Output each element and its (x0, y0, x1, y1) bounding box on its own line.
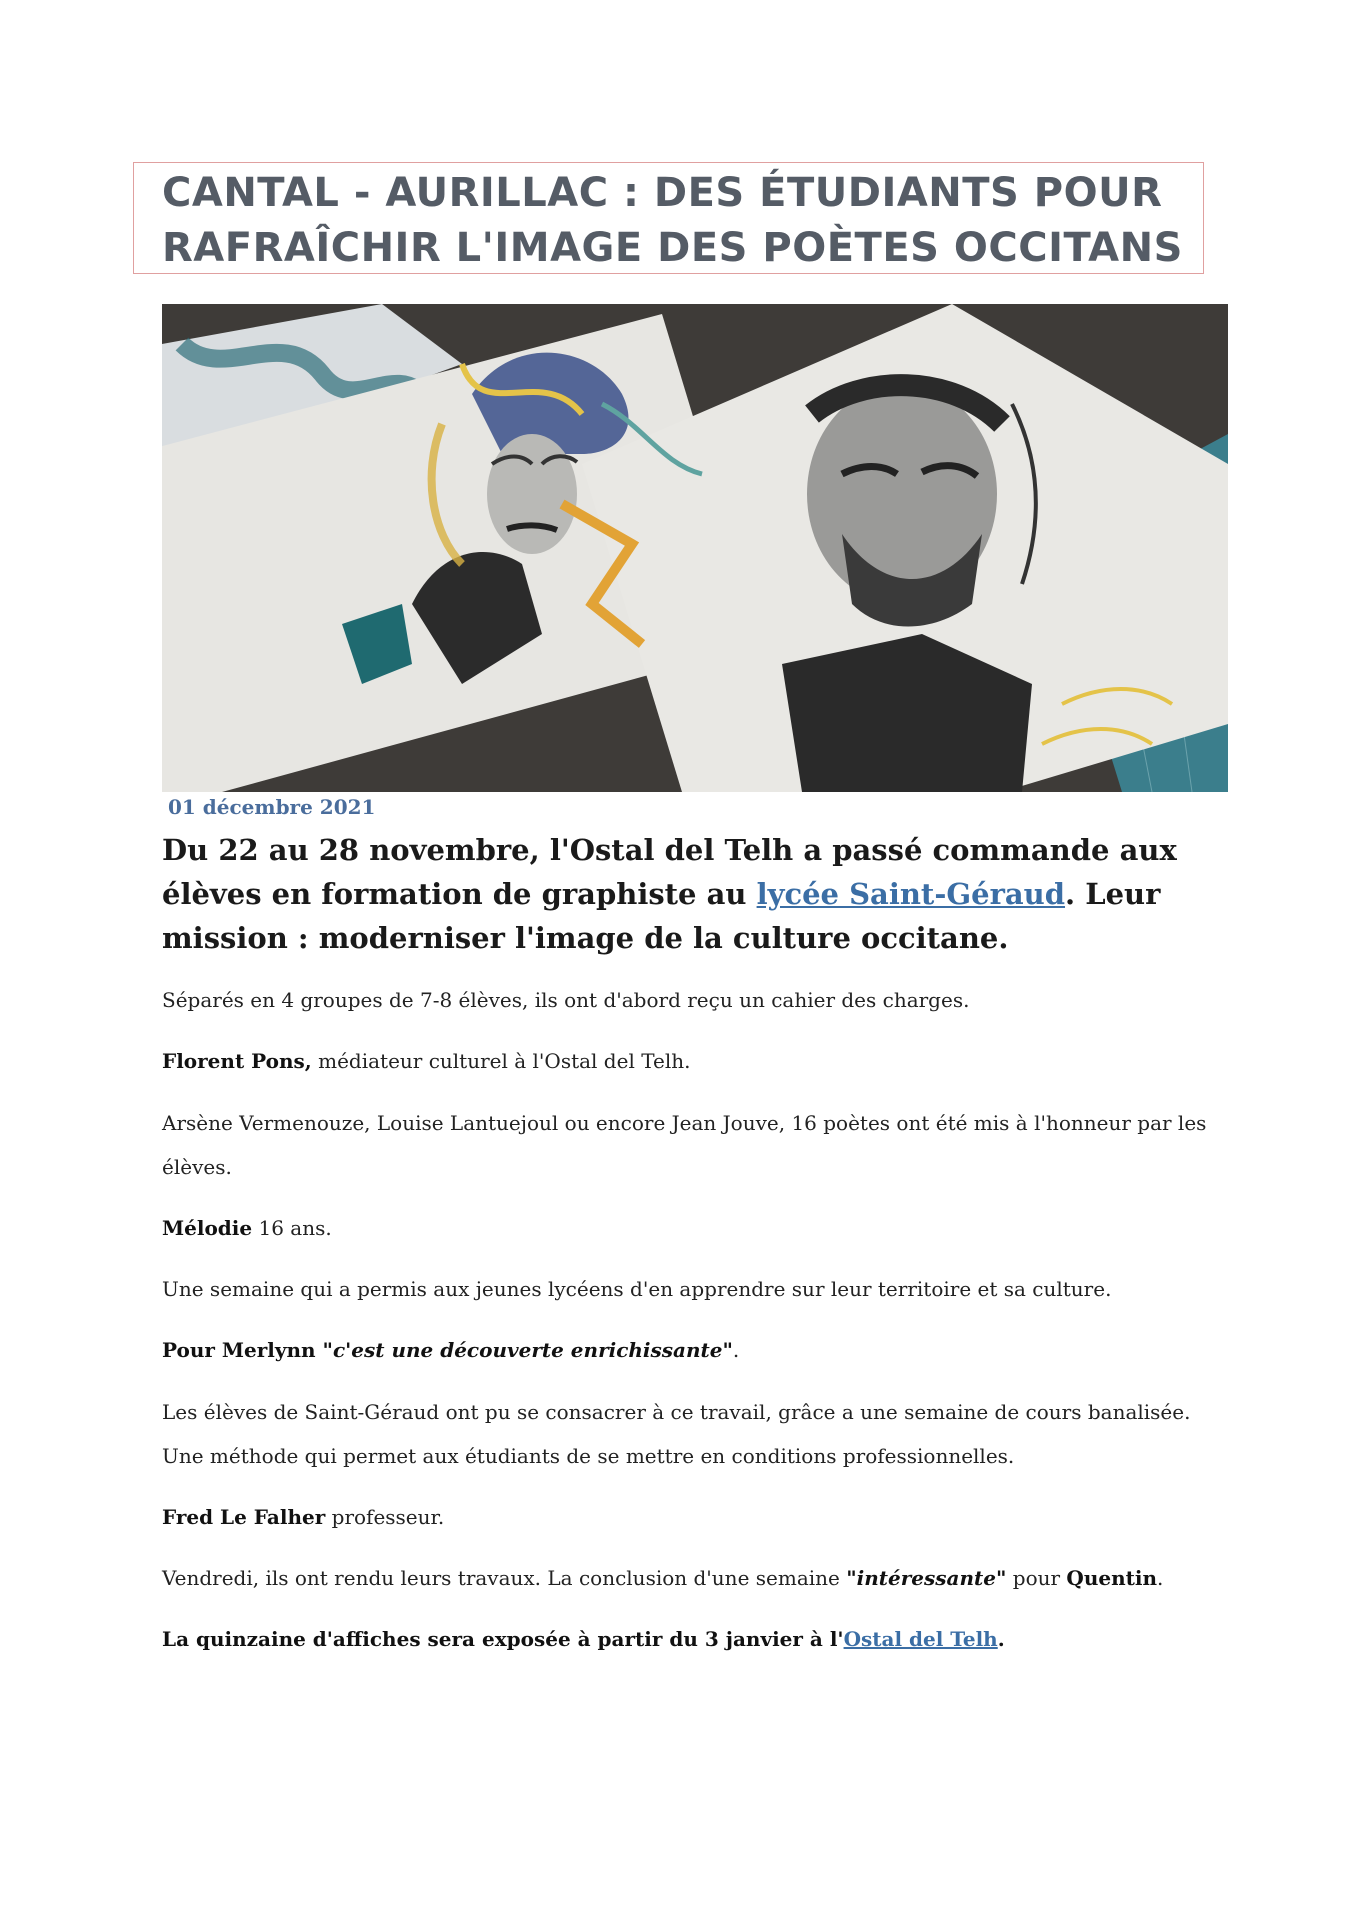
page-title: CANTAL - AURILLAC : DES ÉTUDIANTS POUR RAFRAÎCHIR L'IMAGE DES POÈTES OCCITANS (162, 170, 1183, 271)
punctuation: . (1157, 1566, 1164, 1590)
lead-text-end: . Leur mission : moderniser l'image de la culture occitane. (162, 877, 1161, 955)
speaker-role: médiateur culturel à l'Ostal del Telh. (311, 1049, 691, 1073)
paragraph-fred (162, 1495, 1222, 1539)
article-photo (162, 304, 1228, 792)
speaker-name: Mélodie (162, 1216, 253, 1240)
quote: "c'est une découverte enrichissante" (322, 1338, 733, 1362)
exhibition-text: La quinzaine d'affiches sera exposée à partir du 3 janvier à l' (162, 1627, 844, 1651)
paragraph-groups: Séparés en 4 groupes de 7-8 élèves, ils ont d'abord reçu un cahier des charges. (162, 988, 970, 1012)
paragraph-friday (162, 1556, 1222, 1600)
speaker-name: Florent Pons, (162, 1049, 312, 1073)
friday-text: Vendredi, ils ont rendu leurs travaux. La conclusion d'une semaine (162, 1566, 847, 1590)
punctuation: . (732, 1338, 740, 1362)
ostal-link[interactable]: Ostal del Telh (843, 1627, 998, 1651)
paragraph-poets: Arsène Vermenouze, Louise Lantuejoul ou encore Jean Jouve, 16 poètes ont été mis à l'honneur par les élèves. (162, 1111, 1207, 1179)
paragraph-florent (162, 1039, 1222, 1083)
speaker-name: Quentin (1066, 1566, 1158, 1590)
speaker-name: Fred Le Falher (162, 1505, 326, 1529)
paragraph-week: Une semaine qui a permis aux jeunes lycéens d'en apprendre sur leur territoire et sa culture. (162, 1277, 1112, 1301)
article-lead (162, 828, 1222, 960)
paragraph-merlynn (162, 1328, 1222, 1372)
punctuation: . (997, 1627, 1005, 1651)
speaker-name: Pour Merlynn (162, 1338, 323, 1362)
speaker-age: 16 ans. (252, 1216, 332, 1240)
lead-text-start: Du 22 au 28 novembre, l'Ostal del Telh a passé commande aux élèves en formation de graphiste au (162, 833, 1177, 911)
quote: "intéressante" (846, 1566, 1007, 1590)
speaker-role: professeur. (325, 1505, 445, 1529)
paragraph-exhibition (162, 1617, 1222, 1661)
friday-mid: pour (1006, 1566, 1067, 1590)
paragraph-melodie (162, 1206, 1222, 1250)
article-date: 01 décembre 2021 (168, 795, 376, 819)
paragraph-method: Les élèves de Saint-Géraud ont pu se consacrer à ce travail, grâce a une semaine de cours banalisée. Une méthode qui permet aux étudiants de se mettre en conditions professionnelles. (162, 1400, 1191, 1468)
lycee-link[interactable]: lycée Saint-Géraud (756, 877, 1066, 911)
